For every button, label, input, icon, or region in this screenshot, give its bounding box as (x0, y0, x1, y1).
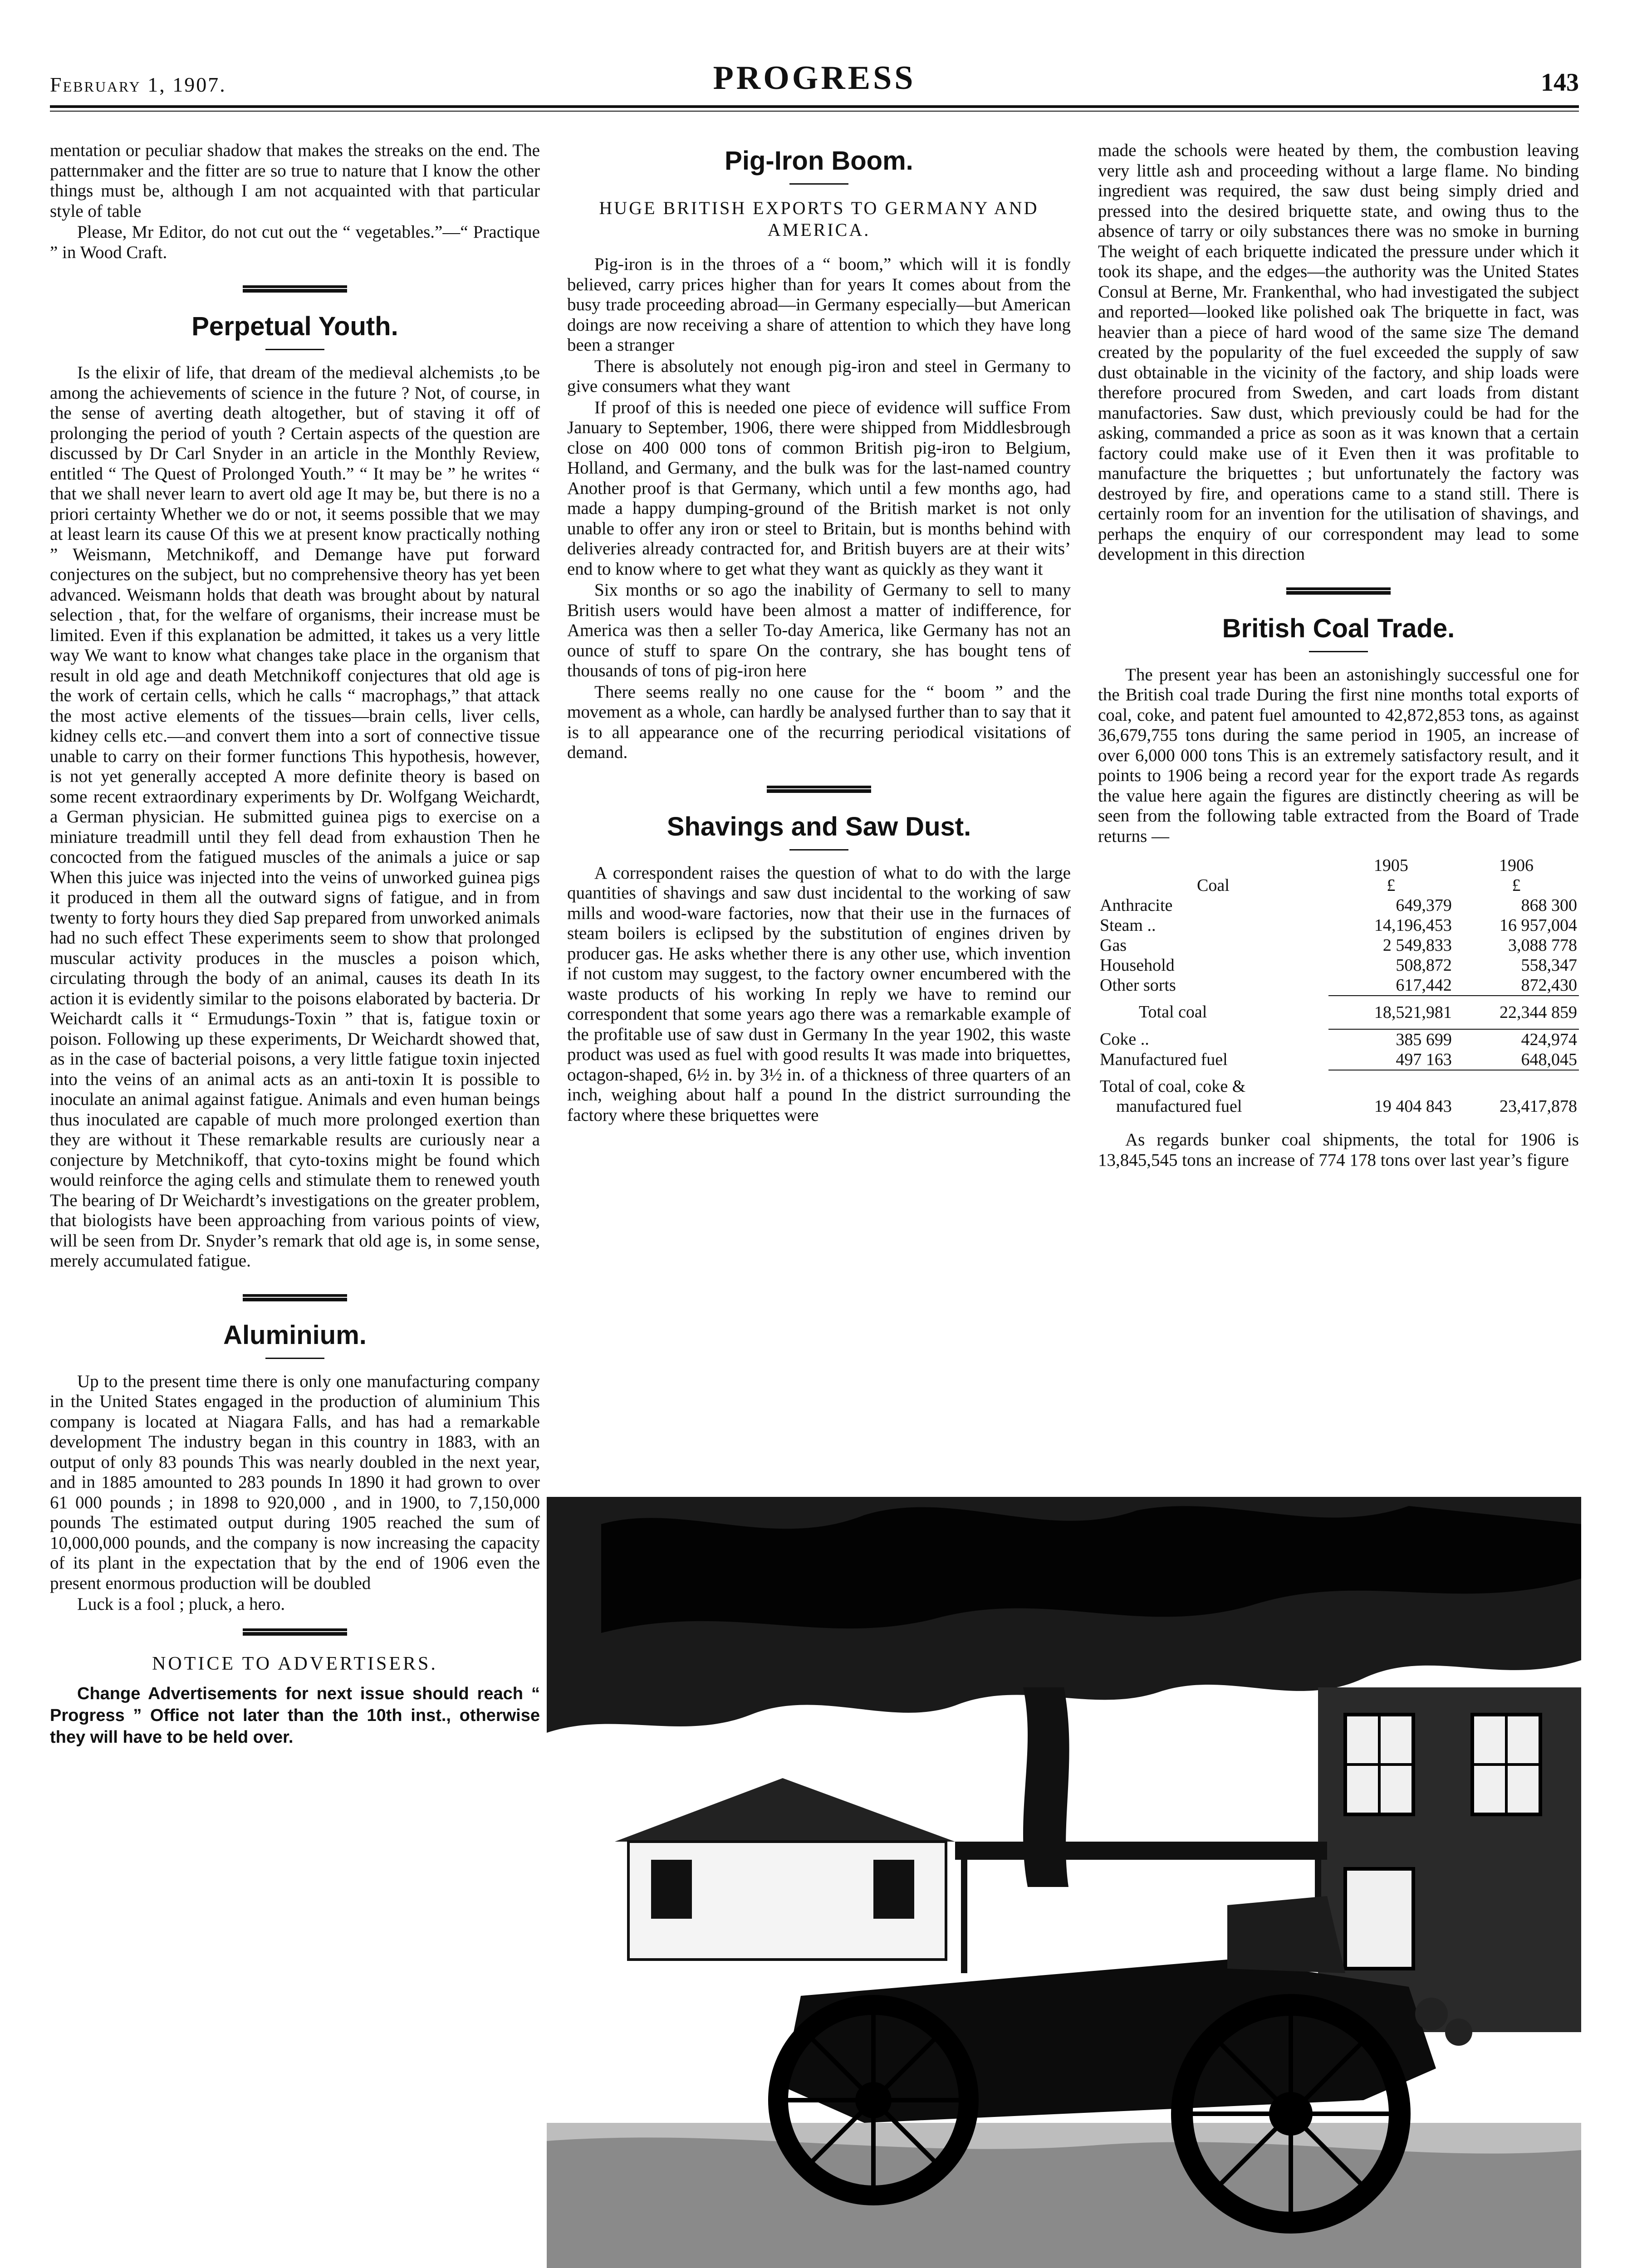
cell-1906: 23,417,878 (1500, 1097, 1577, 1116)
article-paragraph: Six months or so ago the inability of Germany to sell to many British users would have been almost a matter of indifference, for America was then a seller To-day America, like Germany has not an ounce of stuff to spare On the contrary, she has bought tens of thousands of tons of pig-iron here (567, 580, 1071, 680)
section-separator (1286, 587, 1391, 595)
russell-car-image (547, 1497, 1581, 2268)
short-rule (789, 183, 848, 185)
cell-1906: 22,344 859 (1454, 996, 1579, 1029)
table-row-total-coal (1098, 996, 1579, 1029)
short-rule (1309, 651, 1368, 652)
header-rule (50, 105, 1579, 112)
table-row (1098, 955, 1579, 975)
cell-1906: 868 300 (1521, 896, 1577, 915)
row-label: Anthracite (1100, 896, 1173, 915)
cell-1905: 617,442 (1396, 976, 1452, 995)
table-row (1098, 1050, 1579, 1070)
cell-1905: 649,379 (1396, 896, 1452, 915)
car-photograph (547, 1497, 1581, 2268)
row-label: Gas (1100, 936, 1127, 955)
cell-1906: 3,088 778 (1508, 936, 1577, 955)
cell-1906: 648,045 (1521, 1050, 1577, 1069)
intro-paragraph: mentation or peculiar shadow that makes the streaks on the end. The patternmaker and the fitter are so true to nature that I know the other things must be, although I am not acquainted with that particular style of table (50, 141, 540, 221)
column-right (1098, 141, 1579, 1171)
row-label: Steam .. (1100, 916, 1156, 935)
table-row-grand-total (1098, 1070, 1579, 1096)
section-separator (243, 1628, 347, 1636)
table-row-grand-total (1098, 1096, 1579, 1116)
short-rule (265, 349, 324, 350)
article-paragraph: If proof of this is needed one piece of evidence will suffice From January to September, 1906, there were shipped from Middlesbrough close on 400 000 tons of common British pig-iron to Belgium, Holland, and Germany, and the bulk was for the last-named country Another proof is that Germany, which until a few months ago, had made a happy dumping-ground of the British market is not only unable to offer any iron or steel to Britain, but is months behind with deliveries already contracted for, and British buyers are at their wits’ end to know where to get what they want as quickly as they want it (567, 397, 1071, 579)
notice-body: Change Advertisements for next issue should reach “ Progress ” Office not later than the 10th inst., otherwise they will have to be held over. (50, 1684, 540, 1747)
cell-1905: 19 404 843 (1374, 1097, 1452, 1116)
cell-1905: 508,872 (1396, 956, 1452, 975)
table-row (1098, 975, 1579, 996)
short-rule (789, 849, 848, 850)
heading-shavings-saw-dust: Shavings and Saw Dust. (667, 811, 971, 841)
table-label-coal: Coal (1197, 876, 1230, 895)
row-label: Other sorts (1100, 976, 1176, 995)
table-row (1098, 915, 1579, 935)
cell-1905: 18,521,981 (1328, 996, 1454, 1029)
notice-heading: NOTICE TO ADVERTISERS. (152, 1653, 438, 1674)
table-header-year: 1905 (1373, 856, 1408, 875)
table-row (1098, 895, 1579, 915)
section-separator (243, 285, 347, 293)
row-label: Total coal (1139, 1002, 1207, 1022)
short-rule (265, 1358, 324, 1359)
row-label: Total of coal, coke & (1100, 1077, 1246, 1096)
cell-1906: 424,974 (1454, 1029, 1579, 1050)
cell-1905: 385 699 (1328, 1029, 1454, 1050)
article-paragraph: The present year has been an astonishingly successful one for the British coal trade During the first nine months total exports of coal, coke, and patent fuel amounted to 42,872,853 tons, as against 36,679,755 tons during the same period in 1905, an increase of over 6,000 000 tons This is an extremely satisfactory result, and it points to 1906 being a record year for the export trade As regards the value here again the figures are distinctly cheering as will be seen from the following table extracted from the Board of Trade returns — (1098, 665, 1579, 846)
cell-1905: 2 549,833 (1382, 936, 1452, 955)
section-separator (243, 1294, 347, 1301)
article-paragraph: As regards bunker coal shipments, the total for 1906 is 13,845,545 tons an increase of 774 178 tons over last year’s figure (1098, 1130, 1579, 1170)
table-header-year: 1906 (1499, 856, 1534, 875)
article-paragraph: Is the elixir of life, that dream of the medieval alchemists ,to be among the achievements of science in the future ? Not, of course, in the sense of averting death altogether, but of staving it off of prolonging the period of youth ? Certain aspects of the question are discussed by Dr Carl Snyder in an article in the Monthly Review, entitled “ The Quest of Prolonged Youth.” “ It may be ” he writes “ that we shall never learn to avert old age It may be, but there is no a priori certainty Whether we do or not, it seems possible that we may at least learn its cause Of this we at present know practically nothing ” Weismann, Metchnikoff, and Demange have put forward conjectures on the subject, but no comprehensive theory has yet been advanced. Weismann holds that death was brought about by natural selection , that, for the welfare of organisms, their increase must be limited. Even if this explanation be admitted, it takes us a very little way We want to know what changes take place in the organism that result in old age and death Metchnikoff conjectures that old age is the work of certain cells, which he calls “ macrophags,” that attack the most active elements of the tissues—brain cells, liver cells, kidney cells etc.—and convert them into a sort of connective tissue unable to carry on their former functions This hypothesis, however, is not yet generally accepted A more definite theory is based on some recent extraordinary experiments by Dr. Wolfgang Weichardt, a German physician. He submitted guinea pigs to exercise on a miniature treadmill until they fell dead from exhaustion Then he concocted from the fatigued muscles of the animals a juice or sap When this juice was injected into the veins of unworked guinea pigs it produced in them all the outward signs of fatigue, and in from twenty to forty hours they died Sap prepared from unworked animals had no such effect These experiments seem to show that prolonged muscular activity produces in the muscles a poison which, circulating through the body of an animal, causes its death In its action it is evidently similar to the poisons elaborated by bacteria. Dr Weichardt calls it “ Ermudungs-Toxin ” that is, fatigue toxin or poison. Following up these experiments, Dr Weichardt showed that, as in the case of bacterial poisons, a very little fatigue toxin injected into the veins of an animal acts as an anti-toxin It is possible to inoculate an animal against fatigue. Animals and even human beings thus inoculated are capable of much more prolonged exertion than they are without it These remarkable results are curiously near a conjecture by Metchnikoff, that cyto-toxins might be found which would reinforce the aging cells and stimulate them to renewed youth The bearing of Dr Weichardt’s investigations on the greater problem, that biologists have been approaching from various points of view, will be seen from Dr. Snyder’s remark that old age is, in some sense, merely accumulated fatigue. (50, 363, 540, 1271)
table-unit: £ (1512, 876, 1521, 895)
column-left (50, 141, 540, 1749)
heading-perpetual-youth: Perpetual Youth. (191, 312, 398, 341)
cell-1905: 497 163 (1396, 1050, 1452, 1069)
page-header (50, 54, 1579, 104)
cell-1906: 558,347 (1521, 956, 1577, 975)
row-label: manufactured fuel (1116, 1097, 1242, 1116)
table-row (1098, 935, 1579, 955)
table-row (1098, 1029, 1579, 1050)
coal-exports-table (1098, 855, 1579, 1116)
table-unit: £ (1387, 876, 1396, 895)
pig-iron-subheading: HUGE BRITISH EXPORTS TO GERMANY AND AMERICA. (599, 198, 1039, 240)
column-middle (567, 141, 1071, 1126)
proverb: Luck is a fool ; pluck, a hero. (77, 1594, 285, 1614)
article-paragraph: Pig-iron is in the throes of a “ boom,” which will it is fondly believed, carry prices higher than for years It comes about from the busy trade proceeding abroad—in Germany especially—but American doings are now receiving a share of attention to which they have long been a stranger (567, 254, 1071, 355)
row-label: Manufactured fuel (1100, 1050, 1228, 1069)
row-label: Coke .. (1100, 1030, 1149, 1049)
article-paragraph: made the schools were heated by them, the combustion leaving very little ash and proceeding without a large flame. No binding ingredient was required, the saw dust being simply dried and pressed into the desired briquette state, and owing thus to the absence of tarry or oily substances there was no smoke in burning The weight of each briquette indicated the pressure under which it took its shape, and the edges—the authority was the United States Consul at Berne, Mr. Frankenthal, who had investigated the subject and reported—looked like polished oak The briquette in fact, was heavier than a piece of hard wood of the same size The demand created by the popularity of the fuel exceeded the supply of saw dust obtainable in the vicinity of the factory, and ship loads were therefore procured from Sweden, and cart loads from distant manufactories. Saw dust, which previously could be had for the asking, commanded a price as soon as it was known that a certain factory could make use of it Even then it was profitable to manufacture the briquettes ; but unfortunately the factory was destroyed by fire, and operations came to a stand still. There is certainly room for an invention for the utilisation of shavings, and perhaps the enquiry of our correspondent may lead to some development in this direction (1098, 141, 1579, 564)
heading-british-coal-trade: British Coal Trade. (1222, 613, 1455, 643)
article-paragraph: There is absolutely not enough pig-iron and steel in Germany to give consumers what they want (567, 356, 1071, 396)
row-label: Household (1100, 956, 1175, 975)
section-separator (767, 786, 871, 793)
cell-1906: 872,430 (1521, 976, 1577, 995)
heading-aluminium: Aluminium. (223, 1320, 367, 1350)
cell-1905: 14,196,453 (1374, 916, 1452, 935)
article-paragraph: There seems really no one cause for the “ boom ” and the movement as a whole, can hardly be analysed further than to say that it is to all appearance one of the recurring periodical visitations of demand. (567, 682, 1071, 762)
article-paragraph: A correspondent raises the question of what to do with the large quantities of shavings and saw dust incidental to the working of saw mills and wood-ware factories, now that their use in the furnaces of steam boilers is eclipsed by the substitution of engines driven by producer gas. He asks whether there is any other use, which invention if not custom may suggest, to the factory owner encumbered with the waste products of his working In reply we have to remind our correspondent that some years ago there was a remarkable example of the profitable use of saw dust in Germany In the year 1902, this waste product was used as fuel with good results It was made into briquettes, octagon-shaped, 6½ in. by 3½ in. of a thickness of three quarters of an inch, weighing about half a pound In the district surrounding the factory where these briquettes were (567, 863, 1071, 1125)
page-number: 143 (1541, 68, 1579, 97)
article-paragraph: Up to the present time there is only one manufacturing company in the United States engaged in the production of aluminium This company is located at Niagara Falls, and has had a remarkable development The industry began in this country in 1883, with an output of only 83 pounds This was nearly doubled in the next year, and in 1885 amounted to 283 pounds In 1890 it had grown to over 61 000 pounds ; in 1898 to 920,000 , and in 1900, to 7,150,000 pounds The estimated output during 1905 reached the sum of 10,000,000 pounds, and the company is now increasing the capacity of its plant in the expectation that by the end of 1906 even the present enormous production will be doubled (50, 1371, 540, 1593)
issue-date: February 1, 1907. (50, 73, 226, 96)
heading-pig-iron-boom: Pig-Iron Boom. (725, 146, 913, 176)
intro-paragraph: Please, Mr Editor, do not cut out the “ vegetables.”—“ Practique ” in Wood Craft. (50, 222, 540, 262)
publication-title: PROGRESS (713, 59, 916, 97)
cell-1906: 16 957,004 (1500, 916, 1577, 935)
